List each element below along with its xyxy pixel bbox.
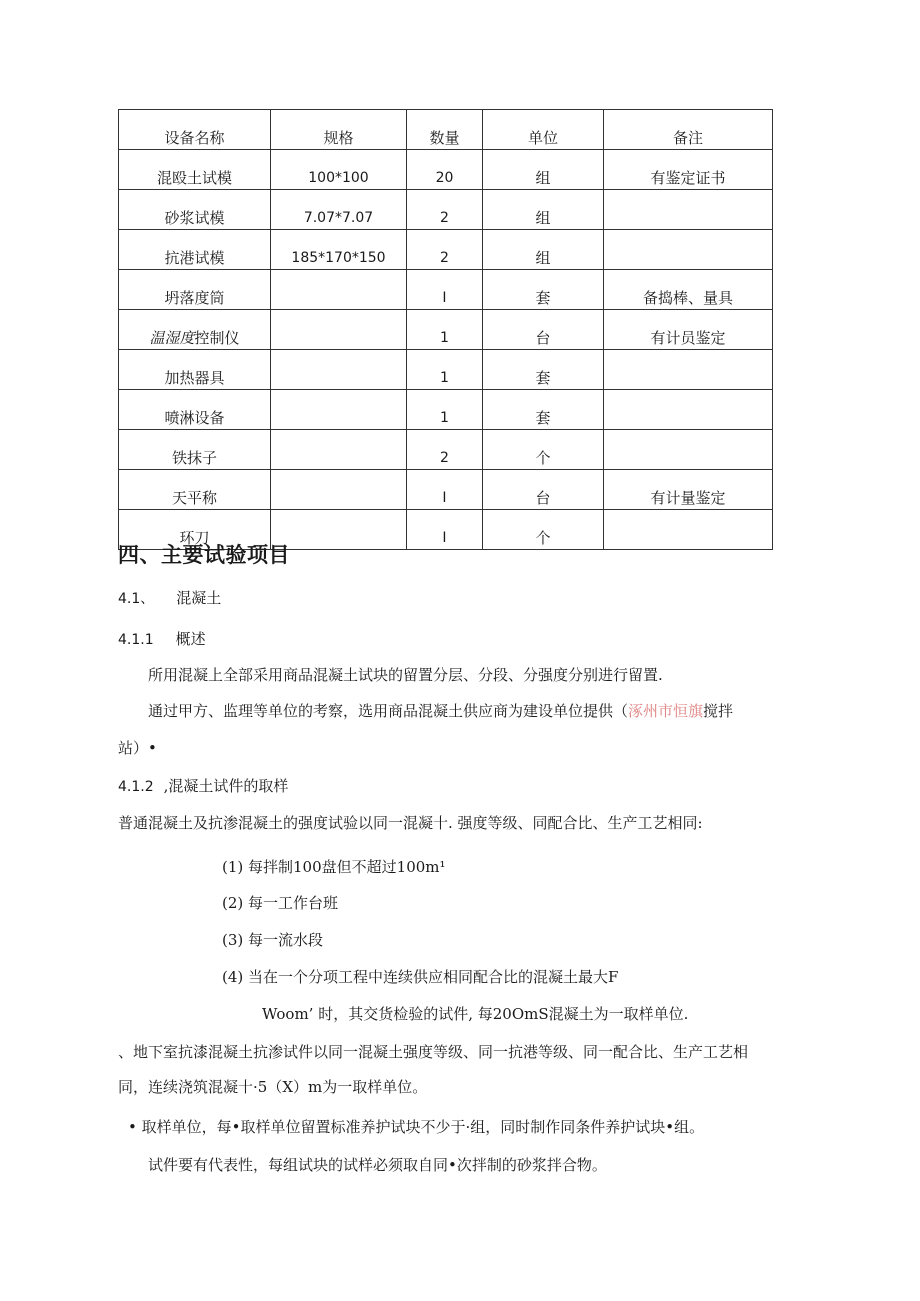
table-header-row: [119, 110, 773, 150]
cell-unit: 套: [483, 270, 604, 310]
table-row: [119, 350, 773, 390]
paragraph: 、地下室抗漆混凝土抗渗试件以同一混凝土强度等级、同一抗港等级、同一配合比、生产工艺相: [118, 1043, 749, 1061]
cell-name: 喷淋设备: [119, 390, 271, 430]
cell-qty: 2: [407, 230, 483, 270]
cell-note: 有计员鉴定: [604, 310, 773, 350]
table-row: [119, 150, 773, 190]
cell-name: 铁抹子: [119, 430, 271, 470]
header-name: 设备名称: [119, 110, 271, 150]
equipment-table: [118, 109, 773, 550]
cell-qty: I: [407, 270, 483, 310]
cell-spec: 185*170*150: [271, 230, 407, 270]
subsection-title: ,混凝土试件的取样: [163, 777, 289, 795]
cell-unit: 组: [483, 190, 604, 230]
cell-name: 混殴土试模: [119, 150, 271, 190]
table-row: [119, 390, 773, 430]
table-row: [119, 190, 773, 230]
cell-spec: 100*100: [271, 150, 407, 190]
subsection-title: 概述: [175, 630, 206, 648]
cell-note: [604, 190, 773, 230]
list-item: (2) 每一工作台班: [222, 894, 339, 912]
subsection-4-1: [118, 587, 221, 608]
cell-qty: 1: [407, 390, 483, 430]
cell-note: 有计量鉴定: [604, 470, 773, 510]
cell-name-italic: 温湿度: [149, 329, 195, 347]
cell-spec: [271, 270, 407, 310]
paragraph: • 取样单位，每•取样单位留置标准养护试块不少于·组，同时制作同条件养护试块•组。: [128, 1118, 705, 1136]
cell-qty: 2: [407, 430, 483, 470]
subsection-number: 4.1.1: [118, 632, 154, 648]
cell-unit: 个: [483, 510, 604, 550]
subsection-title: 混凝土: [176, 589, 222, 607]
table-row: [119, 310, 773, 350]
cell-spec: [271, 510, 407, 550]
header-note: 备注: [604, 110, 773, 150]
subsection-number: 4.1.2: [118, 779, 154, 795]
cell-unit: 个: [483, 430, 604, 470]
section-heading: 四、主要试验项目: [118, 543, 290, 567]
subsection-4-1-1: [118, 628, 206, 649]
cell-name: 坍落度筒: [119, 270, 271, 310]
cell-unit: 台: [483, 310, 604, 350]
cell-unit: 组: [483, 230, 604, 270]
cell-qty: 2: [407, 190, 483, 230]
cell-spec: [271, 470, 407, 510]
cell-unit: 组: [483, 150, 604, 190]
header-qty: 数量: [407, 110, 483, 150]
list-item: (1) 每拌制100盘但不超过100m¹: [222, 858, 446, 876]
cell-unit: 套: [483, 390, 604, 430]
header-spec: 规格: [271, 110, 407, 150]
cell-note: [604, 430, 773, 470]
list-item: (4) 当在一个分项工程中连续供应相同配合比的混凝土最大F: [222, 968, 619, 986]
cell-name: 抗港试模: [119, 230, 271, 270]
cell-spec: [271, 310, 407, 350]
subsection-4-1-2: [118, 775, 288, 796]
cell-spec: [271, 430, 407, 470]
header-unit: 单位: [483, 110, 604, 150]
paragraph-text: 通过甲方、监理等单位的考察，选用商品混凝土供应商为建设单位提供（: [148, 702, 629, 720]
cell-name: 环刀: [119, 510, 271, 550]
subsection-number: 4.1、: [118, 591, 155, 607]
table-row: [119, 430, 773, 470]
paragraph-supplier: [148, 700, 733, 721]
paragraph: 普通混凝土及抗渗混凝土的强度试验以同一混凝十. 强度等级、同配合比、生产工艺相同:: [118, 814, 703, 832]
cell-spec: [271, 390, 407, 430]
paragraph: 所用混凝上全部采用商品混凝土试块的留置分层、分段、分强度分别进行留置.: [148, 666, 663, 684]
cell-note: 备捣棒、量具: [604, 270, 773, 310]
list-item-continuation: Woom’ 时，其交货检验的试件, 每20OmS混凝土为一取样单位.: [262, 1005, 689, 1023]
supplier-name: 涿州市恒旗: [628, 702, 704, 720]
cell-name: 天平称: [119, 470, 271, 510]
cell-note: [604, 510, 773, 550]
cell-name: [119, 310, 271, 350]
cell-name: 加热器具: [119, 350, 271, 390]
cell-note: [604, 390, 773, 430]
cell-qty: I: [407, 470, 483, 510]
cell-note: [604, 350, 773, 390]
table-row: [119, 230, 773, 270]
cell-spec: [271, 350, 407, 390]
cell-note: 有鉴定证书: [604, 150, 773, 190]
table-row: [119, 470, 773, 510]
cell-unit: 台: [483, 470, 604, 510]
cell-spec: 7.07*7.07: [271, 190, 407, 230]
paragraph-continuation: 站）•: [118, 739, 157, 757]
cell-qty: 20: [407, 150, 483, 190]
cell-name-rest: 控制仪: [194, 329, 240, 347]
cell-qty: I: [407, 510, 483, 550]
paragraph-text: 搅拌: [703, 702, 734, 720]
table-row: [119, 270, 773, 310]
cell-unit: 套: [483, 350, 604, 390]
cell-name: 砂浆试模: [119, 190, 271, 230]
cell-note: [604, 230, 773, 270]
cell-qty: 1: [407, 350, 483, 390]
paragraph: 试件要有代表性，每组试块的试样必须取自同•次拌制的砂浆拌合物。: [148, 1156, 607, 1174]
paragraph: 同，连续浇筑混凝十·5（X）m为一取样单位。: [118, 1078, 428, 1096]
list-item: (3) 每一流水段: [222, 931, 324, 949]
cell-qty: 1: [407, 310, 483, 350]
